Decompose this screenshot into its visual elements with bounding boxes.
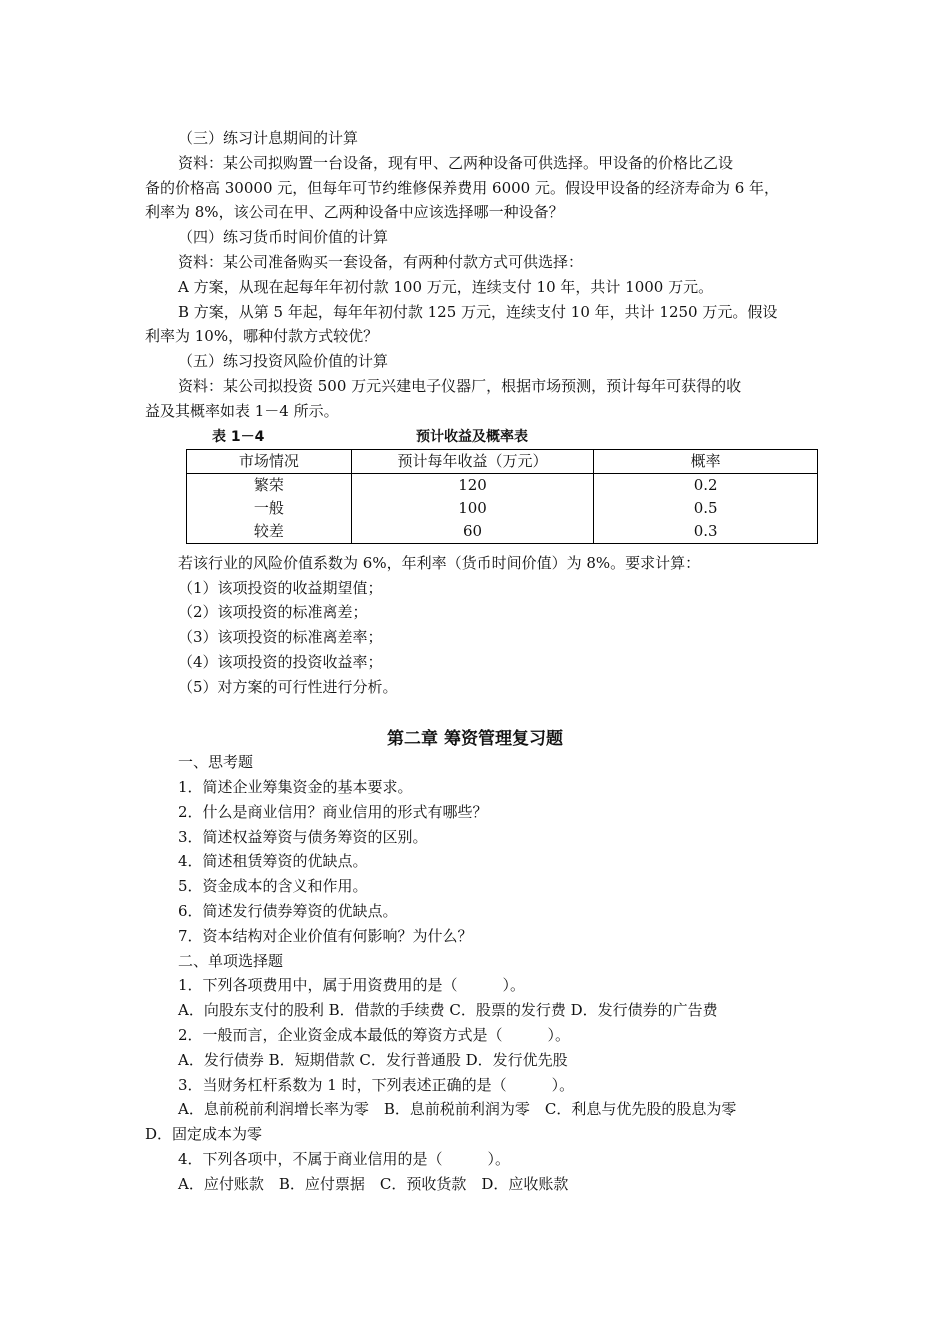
table-cell: 一般 (187, 497, 352, 520)
table-header-row (187, 450, 818, 474)
table-cell: 120 (351, 474, 594, 498)
table-row (187, 520, 818, 544)
choice-options: D．固定成本为零 (145, 1125, 263, 1143)
column-header: 概率 (594, 450, 818, 474)
question-item: 4．简述租赁筹资的优缺点。 (178, 852, 368, 870)
paragraph-line: 利率为 8%，该公司在甲、乙两种设备中应该选择哪一种设备？ (145, 203, 564, 221)
choice-question: 3．当财务杠杆系数为 1 时，下列表述正确的是（ ）。 (178, 1076, 575, 1094)
paragraph-line: 若该行业的风险价值系数为 6%，年利率（货币时间价值）为 8%。要求计算： (178, 554, 701, 572)
table-cell: 0.5 (594, 497, 818, 520)
part-heading: 二、单项选择题 (178, 952, 284, 970)
choice-options: A．应付账款 B．应付票据 C．预收货款 D．应收账款 (178, 1175, 569, 1193)
table-cell: 60 (351, 520, 594, 544)
income-probability-table (186, 449, 818, 544)
table-cell: 0.3 (594, 520, 818, 544)
table-cell: 较差 (187, 520, 352, 544)
requirement-item: （3）该项投资的标准离差率； (178, 628, 383, 646)
column-header: 预计每年收益（万元） (351, 450, 594, 474)
requirement-item: （5）对方案的可行性进行分析。 (178, 678, 398, 696)
paragraph-line: 资料：某公司拟购置一台设备，现有甲、乙两种设备可供选择。甲设备的价格比乙设 (178, 154, 734, 172)
requirement-item: （4）该项投资的投资收益率； (178, 653, 383, 671)
paragraph-line: B 方案，从第 5 年起，每年年初付款 125 万元，连续支付 10 年，共计 1250 万元。假设 (178, 303, 778, 321)
choice-options: A．向股东支付的股利 B．借款的手续费 C．股票的发行费 D．发行债券的广告费 (178, 1001, 718, 1019)
choice-question: 2．一般而言，企业资金成本最低的筹资方式是（ ）。 (178, 1026, 571, 1044)
question-item: 5．资金成本的含义和作用。 (178, 877, 368, 895)
paragraph-line: A 方案，从现在起每年年初付款 100 万元，连续支付 10 年，共计 1000 万元。 (178, 278, 714, 296)
table-row (187, 474, 818, 498)
part-heading: 一、思考题 (178, 753, 254, 771)
choice-question: 1．下列各项费用中，属于用资费用的是（ ）。 (178, 976, 526, 994)
question-item: 1．简述企业筹集资金的基本要求。 (178, 778, 413, 796)
question-item: 2．什么是商业信用？商业信用的形式有哪些？ (178, 803, 488, 821)
question-item: 7．资本结构对企业价值有何影响？为什么？ (178, 927, 473, 945)
choice-options: A．息前税前利润增长率为零 B．息前税前利润为零 C．利息与优先股的股息为零 (178, 1100, 737, 1118)
choice-question: 4．下列各项中，不属于商业信用的是（ ）。 (178, 1150, 511, 1168)
section-heading-time-value: （四）练习货币时间价值的计算 (178, 228, 389, 246)
column-header: 市场情况 (187, 450, 352, 474)
requirement-item: （2）该项投资的标准离差； (178, 603, 368, 621)
table-title: 预计收益及概率表 (416, 429, 528, 445)
paragraph-line: 益及其概率如表 1－4 所示。 (145, 402, 339, 420)
table-label: 表 1－4 (212, 429, 265, 445)
paragraph-line: 利率为 10%，哪种付款方式较优？ (145, 327, 379, 345)
requirement-item: （1）该项投资的收益期望值； (178, 579, 383, 597)
paragraph-line: 资料：某公司准备购买一套设备，有两种付款方式可供选择： (178, 253, 584, 271)
paragraph-line: 资料：某公司拟投资 500 万元兴建电子仪器厂，根据市场预测，预计每年可获得的收 (178, 377, 742, 395)
table-cell: 0.2 (594, 474, 818, 498)
table-cell: 100 (351, 497, 594, 520)
table-cell: 繁荣 (187, 474, 352, 498)
question-item: 3．简述权益筹资与债务筹资的区别。 (178, 828, 428, 846)
choice-options: A．发行债券 B．短期借款 C．发行普通股 D．发行优先股 (178, 1051, 568, 1069)
section-heading-interest-period: （三）练习计息期间的计算 (178, 129, 359, 147)
section-heading-risk-value: （五）练习投资风险价值的计算 (178, 352, 389, 370)
chapter-title: 第二章 筹资管理复习题 (387, 729, 563, 749)
paragraph-line: 备的价格高 30000 元，但每年可节约维修保养费用 6000 元。假设甲设备的经济寿命为 6 年， (145, 179, 780, 197)
question-item: 6．简述发行债券筹资的优缺点。 (178, 902, 398, 920)
table-row (187, 497, 818, 520)
